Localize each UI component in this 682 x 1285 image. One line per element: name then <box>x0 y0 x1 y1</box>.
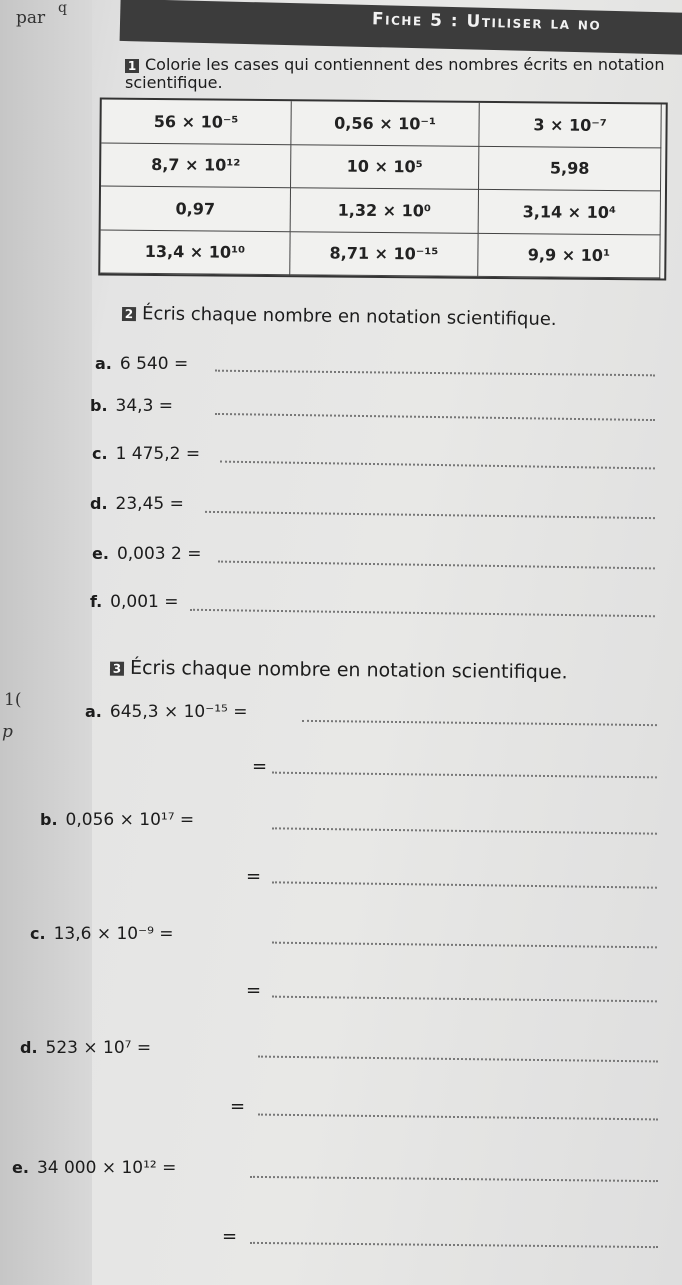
item-label: b. <box>40 810 58 829</box>
equals-sign: = <box>246 866 262 887</box>
margin-note-par: par <box>16 8 46 28</box>
item-expression: 13,6 × 10⁻⁹ = <box>53 924 174 944</box>
answer-line-a2[interactable] <box>272 772 657 779</box>
answer-line-d[interactable] <box>205 511 655 519</box>
item-expression: 6 540 = <box>119 354 189 374</box>
exercise-1-text: Colorie les cases qui contiennent des nombres écrits en notation scientifique. <box>125 55 665 92</box>
ex2-item-e <box>92 544 201 564</box>
answer-line-a1[interactable] <box>302 720 657 726</box>
answer-line-e1[interactable] <box>250 1176 658 1182</box>
exercise-2-instruction <box>122 303 557 330</box>
item-label: e. <box>12 1158 29 1177</box>
item-expression: 23,45 = <box>115 494 184 514</box>
margin-note-q: q <box>58 0 67 16</box>
ex2-item-d <box>90 494 184 514</box>
item-label: c. <box>92 444 108 463</box>
page-title: Fiche 5 : Utiliser la no <box>371 9 602 35</box>
item-expression: 523 × 10⁷ = <box>45 1038 152 1058</box>
equals-sign: = <box>246 980 262 1001</box>
ex3-item-c <box>30 924 174 944</box>
exercise-3-badge: 3 <box>110 661 124 675</box>
answer-line-c2[interactable] <box>272 996 657 1003</box>
exercise-1-instruction <box>125 56 665 92</box>
table-cell[interactable]: 8,7 × 10¹² <box>101 143 291 188</box>
equals-sign: = <box>252 756 268 777</box>
item-label: e. <box>92 544 109 563</box>
exercise-3-instruction <box>110 657 568 684</box>
answer-line-b2[interactable] <box>272 881 657 888</box>
notation-table <box>98 98 668 281</box>
ex3-item-b <box>40 810 194 830</box>
answer-line-b1[interactable] <box>272 827 657 834</box>
answer-line-d1[interactable] <box>258 1056 658 1063</box>
ex3-item-e <box>12 1158 176 1178</box>
item-label: f. <box>90 592 103 611</box>
item-expression: 1 475,2 = <box>115 444 201 464</box>
ex2-item-a <box>95 354 188 374</box>
item-label: d. <box>90 494 108 513</box>
table-cell[interactable]: 10 × 10⁵ <box>291 145 479 190</box>
ex3-item-a <box>85 702 247 722</box>
answer-line-e[interactable] <box>218 561 655 570</box>
exercise-3-text: Écris chaque nombre en notation scientifique. <box>129 656 568 684</box>
table-cell[interactable]: 3 × 10⁻⁷ <box>479 103 661 148</box>
margin-note-10: 1( <box>4 690 22 710</box>
item-expression: 34,3 = <box>115 396 174 416</box>
table-cell[interactable]: 0,97 <box>101 187 291 232</box>
answer-line-b[interactable] <box>215 413 655 421</box>
item-label: b. <box>90 396 108 415</box>
margin-note-p: p <box>2 722 13 742</box>
item-label: d. <box>20 1038 38 1057</box>
item-label: a. <box>95 354 112 373</box>
ex2-item-c <box>92 444 200 464</box>
previous-page-edge <box>0 0 92 1285</box>
exercise-2-text: Écris chaque nombre en notation scientifique. <box>141 303 557 331</box>
table-cell[interactable]: 8,71 × 10⁻¹⁵ <box>290 232 478 277</box>
item-expression: 645,3 × 10⁻¹⁵ = <box>109 702 248 722</box>
equals-sign: = <box>222 1226 238 1247</box>
answer-line-a[interactable] <box>215 370 655 377</box>
item-expression: 0,056 × 10¹⁷ = <box>65 810 195 830</box>
item-label: a. <box>85 702 102 721</box>
exercise-2-badge: 2 <box>122 307 136 321</box>
answer-line-e2[interactable] <box>250 1242 658 1248</box>
table-cell[interactable]: 3,14 × 10⁴ <box>479 190 661 235</box>
table-cell[interactable]: 56 × 10⁻⁵ <box>101 100 291 145</box>
answer-line-c[interactable] <box>220 461 655 470</box>
answer-line-c1[interactable] <box>272 942 657 949</box>
ex3-item-d <box>20 1038 151 1058</box>
item-label: c. <box>30 924 46 943</box>
item-expression: 0,003 2 = <box>116 544 202 564</box>
table-cell[interactable]: 9,9 × 10¹ <box>478 233 660 278</box>
table-cell[interactable]: 1,32 × 10⁰ <box>291 188 479 233</box>
item-expression: 0,001 = <box>110 592 179 612</box>
table-cell[interactable]: 0,56 × 10⁻¹ <box>291 101 479 146</box>
ex2-item-f <box>90 592 179 612</box>
exercise-1-badge: 1 <box>125 59 139 73</box>
table-cell[interactable]: 13,4 × 10¹⁰ <box>100 230 290 275</box>
equals-sign: = <box>230 1096 246 1117</box>
ex2-item-b <box>90 396 173 416</box>
table-cell[interactable]: 5,98 <box>479 146 661 191</box>
answer-line-d2[interactable] <box>258 1114 658 1121</box>
answer-line-f[interactable] <box>190 609 655 617</box>
item-expression: 34 000 × 10¹² = <box>36 1158 177 1178</box>
